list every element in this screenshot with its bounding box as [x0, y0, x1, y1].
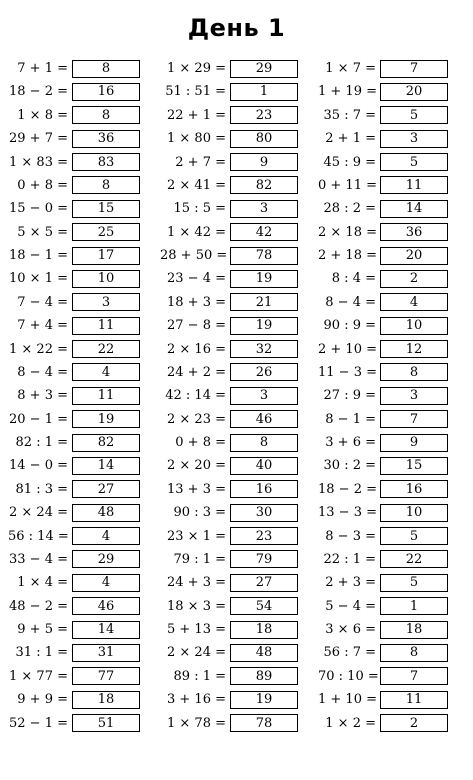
exercise-row [160, 291, 298, 314]
exercise-row [318, 548, 448, 571]
exercise-row [8, 291, 140, 314]
exercise-row [318, 525, 448, 548]
answer-box: 19 [72, 410, 140, 428]
answer-box: 10 [380, 504, 448, 522]
exercise-row [318, 291, 448, 314]
exercise-expression: 2 × 41 = [167, 177, 226, 193]
answer-box: 8 [72, 60, 140, 78]
exercise-expression: 28 + 50 = [160, 248, 228, 264]
answer-box: 36 [380, 223, 448, 241]
exercise-row [318, 127, 448, 150]
answer-box: 77 [72, 667, 140, 685]
answer-box: 17 [72, 247, 140, 265]
answer-box: 80 [230, 130, 298, 148]
exercise-row [8, 712, 140, 735]
answer-box: 16 [380, 480, 448, 498]
answer-box: 30 [230, 504, 298, 522]
exercise-row [160, 618, 298, 641]
exercise-expression: 8 : 4 = [331, 271, 376, 287]
exercise-expression: 7 + 4 = [17, 318, 68, 334]
answer-box: 20 [380, 247, 448, 265]
exercise-row [8, 151, 140, 174]
answer-box: 11 [72, 317, 140, 335]
exercise-expression: 1 × 8 = [17, 107, 68, 123]
answer-box: 48 [230, 644, 298, 662]
exercise-row [8, 548, 140, 571]
exercise-expression: 1 × 80 = [167, 131, 226, 147]
answer-box: 19 [230, 691, 298, 709]
exercise-row [160, 454, 298, 477]
answer-box: 26 [230, 363, 298, 381]
exercise-expression: 2 × 24 = [9, 505, 68, 521]
answer-box: 40 [230, 457, 298, 475]
exercise-column-2 [160, 57, 298, 735]
exercise-row [318, 338, 448, 361]
exercise-expression: 2 + 7 = [175, 154, 226, 170]
exercise-row [8, 80, 140, 103]
answer-box: 46 [230, 410, 298, 428]
exercise-row [8, 525, 140, 548]
answer-box: 5 [380, 527, 448, 545]
exercise-expression: 51 : 51 = [165, 84, 226, 100]
exercise-row [160, 665, 298, 688]
exercise-row [160, 361, 298, 384]
exercise-row [318, 267, 448, 290]
answer-box: 2 [380, 714, 448, 732]
answer-box: 36 [72, 130, 140, 148]
answer-box: 5 [380, 106, 448, 124]
answer-box: 79 [230, 550, 298, 568]
exercise-row [160, 104, 298, 127]
answer-box: 8 [380, 644, 448, 662]
exercise-expression: 2 × 23 = [167, 411, 226, 427]
exercise-expression: 1 + 19 = [318, 84, 377, 100]
exercise-row [160, 174, 298, 197]
exercise-expression: 15 : 5 = [173, 201, 226, 217]
answer-box: 48 [72, 504, 140, 522]
answer-box: 12 [380, 340, 448, 358]
exercise-expression: 56 : 14 = [8, 528, 69, 544]
exercise-row [160, 384, 298, 407]
exercise-expression: 8 + 3 = [17, 388, 68, 404]
exercise-row [318, 641, 448, 664]
exercise-row [160, 151, 298, 174]
answer-box: 82 [230, 176, 298, 194]
answer-box: 5 [380, 153, 448, 171]
answer-box: 8 [72, 106, 140, 124]
exercise-expression: 1 + 10 = [318, 692, 377, 708]
page-title: День 1 [187, 14, 286, 42]
exercise-row [318, 408, 448, 431]
exercise-expression: 24 + 3 = [167, 575, 226, 591]
answer-box: 82 [72, 434, 140, 452]
answer-box: 29 [72, 550, 140, 568]
exercise-expression: 82 : 1 = [15, 435, 68, 451]
answer-box: 16 [230, 480, 298, 498]
answer-box: 3 [230, 200, 298, 218]
exercise-row [8, 314, 140, 337]
exercise-expression: 15 − 0 = [9, 201, 68, 217]
answer-box: 10 [72, 270, 140, 288]
answer-box: 42 [230, 223, 298, 241]
exercise-expression: 2 + 1 = [325, 131, 376, 147]
answer-box: 3 [380, 130, 448, 148]
exercise-row [160, 431, 298, 454]
exercise-row [318, 454, 448, 477]
answer-box: 5 [380, 574, 448, 592]
exercise-row [318, 431, 448, 454]
answer-box: 16 [72, 83, 140, 101]
exercise-row [160, 197, 298, 220]
exercise-expression: 18 × 3 = [167, 598, 226, 614]
exercise-expression: 28 : 2 = [323, 201, 376, 217]
exercise-row [160, 548, 298, 571]
answer-box: 8 [380, 363, 448, 381]
answer-box: 10 [380, 317, 448, 335]
exercise-row [8, 174, 140, 197]
exercise-expression: 0 + 8 = [17, 177, 68, 193]
answer-box: 29 [230, 60, 298, 78]
exercise-row [318, 665, 448, 688]
exercise-row [318, 174, 448, 197]
answer-box: 19 [230, 317, 298, 335]
exercise-row [318, 197, 448, 220]
exercise-row [318, 618, 448, 641]
exercise-expression: 9 + 5 = [17, 622, 68, 638]
answer-box: 27 [72, 480, 140, 498]
exercise-expression: 2 × 18 = [318, 224, 377, 240]
exercise-row [318, 104, 448, 127]
exercise-expression: 27 : 9 = [323, 388, 376, 404]
answer-box: 3 [72, 293, 140, 311]
exercise-expression: 18 − 1 = [9, 248, 68, 264]
answer-box: 46 [72, 597, 140, 615]
exercise-expression: 2 + 3 = [325, 575, 376, 591]
exercise-expression: 1 × 7 = [325, 61, 376, 77]
exercise-row [8, 408, 140, 431]
answer-box: 20 [380, 83, 448, 101]
answer-box: 21 [230, 293, 298, 311]
exercise-expression: 35 : 7 = [323, 107, 376, 123]
answer-box: 19 [230, 270, 298, 288]
exercise-expression: 8 − 1 = [325, 411, 376, 427]
answer-box: 14 [380, 200, 448, 218]
exercise-row [8, 57, 140, 80]
exercise-row [160, 408, 298, 431]
exercise-expression: 2 + 18 = [318, 248, 377, 264]
answer-box: 1 [230, 83, 298, 101]
answer-box: 11 [380, 176, 448, 194]
exercise-expression: 2 × 24 = [167, 645, 226, 661]
answer-box: 4 [72, 527, 140, 545]
exercise-expression: 42 : 14 = [165, 388, 226, 404]
exercise-row [8, 501, 140, 524]
exercise-row [160, 267, 298, 290]
answer-box: 1 [380, 597, 448, 615]
exercise-column-1 [8, 57, 140, 735]
exercise-expression: 7 − 4 = [17, 294, 68, 310]
answer-box: 23 [230, 106, 298, 124]
answer-box: 15 [72, 200, 140, 218]
answer-box: 14 [72, 621, 140, 639]
exercise-row [318, 361, 448, 384]
exercise-expression: 22 + 1 = [167, 107, 226, 123]
exercise-expression: 1 × 2 = [325, 715, 376, 731]
answer-box: 11 [380, 691, 448, 709]
exercise-row [8, 688, 140, 711]
exercise-column-3 [318, 57, 448, 735]
exercise-expression: 1 × 22 = [9, 341, 68, 357]
exercise-expression: 90 : 3 = [173, 505, 226, 521]
exercise-expression: 2 × 16 = [167, 341, 226, 357]
answer-box: 8 [72, 176, 140, 194]
answer-box: 2 [380, 270, 448, 288]
exercise-row [160, 478, 298, 501]
exercise-expression: 8 − 3 = [325, 528, 376, 544]
exercise-row [8, 665, 140, 688]
exercise-expression: 1 × 4 = [17, 575, 68, 591]
answer-box: 23 [230, 527, 298, 545]
exercise-expression: 13 − 3 = [318, 505, 377, 521]
answer-box: 18 [380, 621, 448, 639]
answer-box: 7 [380, 667, 448, 685]
answer-box: 89 [230, 667, 298, 685]
exercise-row [160, 641, 298, 664]
exercise-expression: 27 − 8 = [167, 318, 226, 334]
exercise-expression: 3 + 16 = [167, 692, 226, 708]
exercise-row [8, 478, 140, 501]
exercise-row [8, 244, 140, 267]
answer-box: 18 [72, 691, 140, 709]
answer-box: 4 [72, 363, 140, 381]
exercise-row [160, 80, 298, 103]
exercise-row [318, 151, 448, 174]
exercise-expression: 20 − 1 = [9, 411, 68, 427]
exercise-row [318, 384, 448, 407]
exercise-row [8, 104, 140, 127]
exercise-row [318, 501, 448, 524]
exercise-row [160, 688, 298, 711]
exercise-row [318, 478, 448, 501]
answer-box: 3 [230, 387, 298, 405]
exercise-row [318, 595, 448, 618]
exercise-expression: 1 × 77 = [9, 668, 68, 684]
exercise-expression: 52 − 1 = [9, 715, 68, 731]
answer-box: 14 [72, 457, 140, 475]
exercise-row [160, 314, 298, 337]
answer-box: 78 [230, 247, 298, 265]
exercise-expression: 18 − 2 = [318, 481, 377, 497]
exercise-expression: 22 : 1 = [323, 551, 376, 567]
answer-box: 7 [380, 60, 448, 78]
answer-box: 18 [230, 621, 298, 639]
exercise-row [8, 197, 140, 220]
exercise-expression: 5 + 13 = [167, 622, 226, 638]
exercise-row [8, 338, 140, 361]
exercise-row [160, 525, 298, 548]
exercise-row [8, 127, 140, 150]
answer-box: 4 [380, 293, 448, 311]
exercise-row [318, 57, 448, 80]
exercise-expression: 1 × 29 = [167, 61, 226, 77]
answer-box: 51 [72, 714, 140, 732]
exercise-row [8, 618, 140, 641]
answer-box: 27 [230, 574, 298, 592]
exercise-expression: 11 − 3 = [318, 364, 377, 380]
exercise-expression: 1 × 78 = [167, 715, 226, 731]
exercise-expression: 1 × 42 = [167, 224, 226, 240]
exercise-expression: 18 − 2 = [9, 84, 68, 100]
exercise-expression: 0 + 11 = [318, 177, 377, 193]
exercise-expression: 1 × 83 = [9, 154, 68, 170]
exercise-expression: 24 + 2 = [167, 364, 226, 380]
exercise-expression: 3 + 6 = [325, 435, 376, 451]
exercise-row [318, 571, 448, 594]
answer-box: 15 [380, 457, 448, 475]
exercise-expression: 23 × 1 = [167, 528, 226, 544]
answer-box: 3 [380, 387, 448, 405]
exercise-row [318, 80, 448, 103]
exercise-expression: 9 + 9 = [17, 692, 68, 708]
exercise-row [160, 338, 298, 361]
exercise-row [8, 267, 140, 290]
exercise-row [318, 688, 448, 711]
answer-box: 4 [72, 574, 140, 592]
exercise-row [160, 221, 298, 244]
exercise-row [160, 57, 298, 80]
answer-box: 9 [380, 434, 448, 452]
exercise-expression: 8 − 4 = [17, 364, 68, 380]
exercise-row [8, 361, 140, 384]
exercise-expression: 2 × 20 = [167, 458, 226, 474]
answer-box: 32 [230, 340, 298, 358]
exercise-expression: 0 + 8 = [175, 435, 226, 451]
exercise-expression: 18 + 3 = [167, 294, 226, 310]
exercise-expression: 8 − 4 = [325, 294, 376, 310]
exercise-expression: 90 : 9 = [323, 318, 376, 334]
exercise-expression: 30 : 2 = [323, 458, 376, 474]
exercise-row [8, 431, 140, 454]
answer-box: 11 [72, 387, 140, 405]
exercise-row [318, 314, 448, 337]
exercise-expression: 2 + 10 = [318, 341, 377, 357]
exercise-expression: 3 × 6 = [325, 622, 376, 638]
exercise-expression: 7 + 1 = [17, 61, 68, 77]
exercise-expression: 5 × 5 = [17, 224, 68, 240]
answer-box: 54 [230, 597, 298, 615]
exercise-row [8, 595, 140, 618]
exercise-row [318, 712, 448, 735]
exercise-expression: 13 + 3 = [167, 481, 226, 497]
exercise-expression: 79 : 1 = [173, 551, 226, 567]
answer-box: 83 [72, 153, 140, 171]
exercise-expression: 70 : 10 = [318, 668, 379, 684]
answer-box: 9 [230, 153, 298, 171]
exercise-row [318, 221, 448, 244]
exercise-expression: 89 : 1 = [173, 668, 226, 684]
answer-box: 22 [380, 550, 448, 568]
exercise-row [318, 244, 448, 267]
answer-box: 8 [230, 434, 298, 452]
answer-box: 22 [72, 340, 140, 358]
exercise-expression: 56 : 7 = [323, 645, 376, 661]
exercise-row [160, 595, 298, 618]
exercise-row [160, 127, 298, 150]
exercise-row [160, 571, 298, 594]
exercise-row [160, 244, 298, 267]
exercise-row [8, 221, 140, 244]
exercise-expression: 31 : 1 = [15, 645, 68, 661]
exercise-row [160, 712, 298, 735]
exercise-row [8, 384, 140, 407]
answer-box: 78 [230, 714, 298, 732]
answer-box: 25 [72, 223, 140, 241]
exercise-row [8, 641, 140, 664]
exercise-expression: 23 − 4 = [167, 271, 226, 287]
exercise-expression: 45 : 9 = [323, 154, 376, 170]
exercise-expression: 48 − 2 = [9, 598, 68, 614]
exercise-expression: 81 : 3 = [15, 481, 68, 497]
answer-box: 31 [72, 644, 140, 662]
answer-box: 7 [380, 410, 448, 428]
exercise-expression: 5 − 4 = [325, 598, 376, 614]
exercise-row [160, 501, 298, 524]
exercise-expression: 29 + 7 = [9, 131, 68, 147]
exercise-row [8, 571, 140, 594]
exercise-expression: 10 × 1 = [9, 271, 68, 287]
exercise-expression: 33 − 4 = [9, 551, 68, 567]
exercise-row [8, 454, 140, 477]
exercise-expression: 14 − 0 = [9, 458, 68, 474]
